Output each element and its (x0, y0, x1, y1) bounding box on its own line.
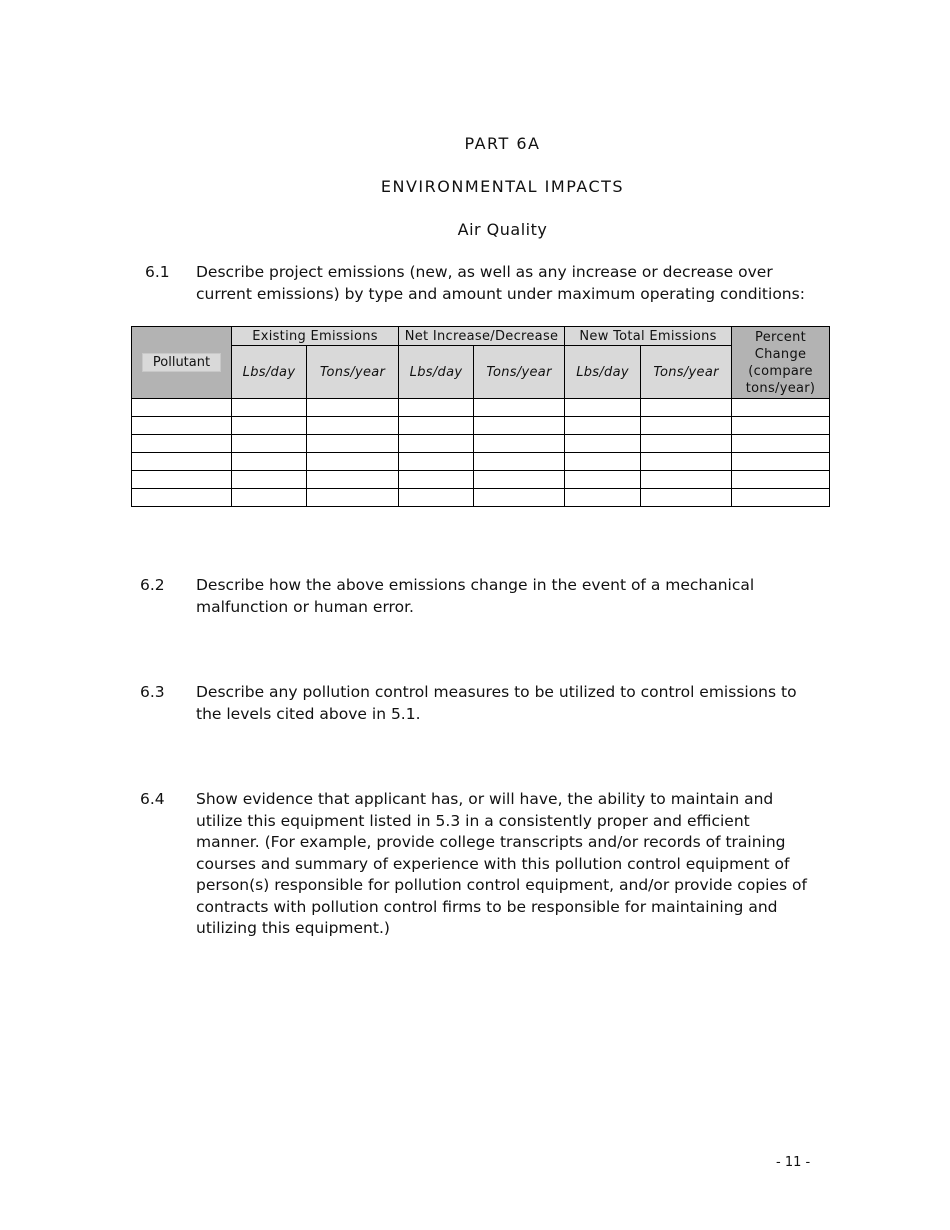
question-text: Describe project emissions (new, as well as any increase or decrease over current emissions) by type and amount under maximum operating conditions: (196, 263, 805, 303)
question-text: Show evidence that applicant has, or will have, the ability to maintain and utilize this equipment listed in 5.3 in a consistently proper and efficient manner. (For example, provide college transcripts and/or records of training courses and summary of experience with this pollution control equipment of person(s) responsible for pollution control equipment, and/or provide copies of contracts with pollution control firms to be responsible for maintaining and utilizing this equipment.) (196, 790, 807, 937)
pollutant-cell[interactable] (132, 471, 232, 489)
new-lbs-day-cell[interactable] (565, 435, 641, 453)
net-tons-year-cell[interactable] (474, 417, 565, 435)
pollutant-cell[interactable] (132, 453, 232, 471)
new-tons-year-header: Tons/year (641, 346, 732, 399)
new-tons-year-cell[interactable] (641, 489, 732, 507)
new-lbs-day-header: Lbs/day (565, 346, 641, 399)
existing-tons-year-cell[interactable] (307, 399, 399, 417)
pollutant-cell[interactable] (132, 489, 232, 507)
existing-lbs-day-cell[interactable] (232, 471, 307, 489)
net-lbs-day-cell[interactable] (399, 471, 474, 489)
percent-change-cell[interactable] (732, 417, 830, 435)
existing-tons-year-cell[interactable] (307, 489, 399, 507)
question-text: Describe any pollution control measures to be utilized to control emissions to the levels cited above in 5.1. (196, 683, 797, 723)
net-tons-year-cell[interactable] (474, 471, 565, 489)
net-lbs-day-cell[interactable] (399, 417, 474, 435)
existing-tons-year-cell[interactable] (307, 471, 399, 489)
percent-change-header: Percent Change (compare tons/year) (732, 327, 830, 399)
net-change-header: Net Increase/Decrease (399, 327, 565, 346)
new-lbs-day-cell[interactable] (565, 471, 641, 489)
new-tons-year-cell[interactable] (641, 417, 732, 435)
new-lbs-day-cell[interactable] (565, 453, 641, 471)
net-tons-year-cell[interactable] (474, 435, 565, 453)
net-tons-year-cell[interactable] (474, 453, 565, 471)
net-lbs-day-cell[interactable] (399, 399, 474, 417)
pollutant-cell[interactable] (132, 399, 232, 417)
new-tons-year-cell[interactable] (641, 399, 732, 417)
percent-change-cell[interactable] (732, 453, 830, 471)
section-title: ENVIRONMENTAL IMPACTS (380, 177, 625, 196)
new-lbs-day-cell[interactable] (565, 489, 641, 507)
existing-lbs-day-header: Lbs/day (232, 346, 307, 399)
pollutant-header-cell (132, 327, 232, 399)
page-number: - 11 - (776, 1155, 811, 1170)
existing-emissions-header: Existing Emissions (232, 327, 399, 346)
table-row (132, 471, 830, 489)
existing-lbs-day-cell[interactable] (232, 489, 307, 507)
pollutant-header: Pollutant (142, 353, 221, 372)
part-title: PART 6A (464, 134, 541, 153)
existing-lbs-day-cell[interactable] (232, 453, 307, 471)
net-tons-year-header: Tons/year (474, 346, 565, 399)
new-tons-year-cell[interactable] (641, 471, 732, 489)
existing-tons-year-cell[interactable] (307, 453, 399, 471)
existing-lbs-day-cell[interactable] (232, 417, 307, 435)
table-row (132, 417, 830, 435)
question-number: 6.4 (140, 790, 165, 808)
question-number: 6.1 (145, 263, 170, 281)
pollutant-cell[interactable] (132, 417, 232, 435)
new-total-emissions-header: New Total Emissions (565, 327, 732, 346)
new-tons-year-cell[interactable] (641, 435, 732, 453)
emissions-table (131, 326, 830, 507)
percent-change-cell[interactable] (732, 471, 830, 489)
table-row (132, 435, 830, 453)
net-lbs-day-cell[interactable] (399, 453, 474, 471)
pollutant-cell[interactable] (132, 435, 232, 453)
net-lbs-day-header: Lbs/day (399, 346, 474, 399)
question-number: 6.3 (140, 683, 165, 701)
emissions-table-body (132, 399, 830, 507)
new-lbs-day-cell[interactable] (565, 399, 641, 417)
existing-lbs-day-cell[interactable] (232, 399, 307, 417)
question-number: 6.2 (140, 576, 165, 594)
table-row (132, 399, 830, 417)
net-lbs-day-cell[interactable] (399, 489, 474, 507)
net-tons-year-cell[interactable] (474, 399, 565, 417)
existing-lbs-day-cell[interactable] (232, 435, 307, 453)
new-tons-year-cell[interactable] (641, 453, 732, 471)
existing-tons-year-header: Tons/year (307, 346, 399, 399)
net-lbs-day-cell[interactable] (399, 435, 474, 453)
new-lbs-day-cell[interactable] (565, 417, 641, 435)
subsection-title: Air Quality (457, 220, 548, 239)
question-text: Describe how the above emissions change in the event of a mechanical malfunction or human error. (196, 576, 755, 616)
table-row (132, 453, 830, 471)
percent-change-cell[interactable] (732, 489, 830, 507)
existing-tons-year-cell[interactable] (307, 435, 399, 453)
percent-change-cell[interactable] (732, 399, 830, 417)
existing-tons-year-cell[interactable] (307, 417, 399, 435)
net-tons-year-cell[interactable] (474, 489, 565, 507)
percent-change-cell[interactable] (732, 435, 830, 453)
table-row (132, 489, 830, 507)
